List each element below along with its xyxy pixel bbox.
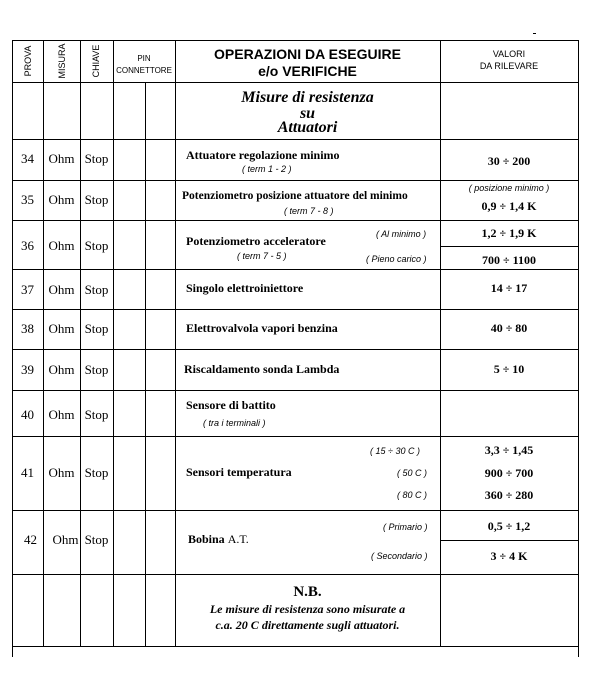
col-line (80, 40, 81, 646)
cell-terminali: ( term 7 - 5 ) (237, 251, 287, 261)
cell-valore: 3,3 ÷ 1,45 (484, 443, 534, 457)
section-title-line3: Attuatori (277, 119, 338, 136)
col-line (12, 40, 13, 657)
cell-valore: 5 ÷ 10 (493, 362, 525, 376)
row-line (12, 646, 579, 647)
cell-condizione: ( 15 ÷ 30 C ) (370, 446, 420, 456)
cell-chiave: Stop (84, 192, 109, 207)
section-title-line1: Misure di resistenza (241, 89, 374, 106)
header-connettore: CONNETTORE (116, 66, 172, 75)
cell-valore: 14 ÷ 17 (490, 281, 528, 295)
cell-chiave: Stop (84, 532, 109, 547)
note-line2: c.a. 20 C direttamente sugli attuatori. (215, 618, 400, 632)
cell-valore: 30 ÷ 200 (487, 154, 531, 168)
header-misura: MISURA (57, 43, 67, 79)
cell-terminali: ( term 7 - 8 ) (284, 206, 334, 216)
cell-misura: Ohm (48, 282, 75, 297)
cell-value-note: ( posizione minimo ) (468, 183, 550, 193)
cell-misura: Ohm (52, 532, 79, 547)
header-pin: PIN (137, 54, 151, 63)
cell-terminali: ( tra i terminali ) (203, 418, 266, 428)
value-split-line (440, 540, 579, 541)
row-line (12, 180, 579, 181)
cell-operazione: Sensore di battito (186, 398, 276, 412)
cell-valore: 0,9 ÷ 1,4 K (481, 199, 537, 213)
cell-chiave: Stop (84, 407, 109, 422)
cell-chiave: Stop (84, 151, 109, 166)
cell-condizione: ( Secondario ) (371, 551, 428, 561)
cell-operazione-label: Bobina (188, 532, 225, 546)
col-line (43, 40, 44, 646)
header-verifiche: e/o VERIFICHE (258, 63, 357, 79)
cell-misura: Ohm (48, 238, 75, 253)
cell-prova: 34 (21, 151, 34, 166)
row-line (12, 390, 579, 391)
cell-misura: Ohm (48, 465, 75, 480)
row-line (12, 269, 579, 270)
cell-misura: Ohm (48, 321, 75, 336)
cell-operazione: Attuatore regolazione minimo (186, 148, 340, 162)
cell-operazione: Potenziometro posizione attuatore del minimo (182, 190, 408, 202)
cell-operazione: Singolo elettroiniettore (186, 281, 304, 295)
cell-operazione: Riscaldamento sonda Lambda (184, 362, 340, 376)
cell-valore: 0,5 ÷ 1,2 (487, 519, 531, 533)
cell-valore: 700 ÷ 1100 (482, 253, 536, 267)
cell-chiave: Stop (84, 238, 109, 253)
cell-prova: 35 (21, 192, 34, 207)
row-line (12, 349, 579, 350)
cell-misura: Ohm (48, 192, 75, 207)
cell-prova: 36 (21, 238, 34, 253)
header-chiave: CHIAVE (91, 44, 101, 78)
cell-prova: 39 (21, 362, 34, 377)
row-line (12, 436, 579, 437)
cell-condizione: ( Al minimo ) (376, 229, 427, 239)
cell-prova: 40 (21, 407, 34, 422)
cell-chiave: Stop (84, 321, 109, 336)
cell-misura: Ohm (48, 407, 75, 422)
table-border-right (578, 40, 579, 657)
row-line (12, 309, 579, 310)
cell-chiave: Stop (84, 282, 109, 297)
col-line (145, 82, 146, 646)
note-line1: Le misure di resistenza sono misurate a (209, 602, 406, 616)
cell-valore: 900 ÷ 700 (484, 466, 534, 480)
cell-chiave: Stop (84, 362, 109, 377)
header-operazioni: OPERAZIONI DA ESEGUIRE (214, 46, 401, 62)
cell-prova: 38 (21, 321, 34, 336)
col-line (113, 40, 114, 646)
cell-valore: 1,2 ÷ 1,9 K (481, 226, 537, 240)
note-title: N.B. (293, 584, 322, 600)
cell-condizione: ( 50 C ) (397, 468, 428, 478)
header-valori: VALORI (492, 49, 526, 59)
section-title-line2: su (299, 105, 316, 122)
row-line (12, 510, 579, 511)
value-split-line (440, 246, 579, 247)
cell-prova: 37 (21, 282, 34, 297)
cell-prova: 41 (21, 465, 34, 480)
header-prova: PROVA (23, 45, 33, 77)
row-line (12, 139, 579, 140)
cell-valore: 3 ÷ 4 K (490, 549, 528, 563)
cell-prova: 42 (24, 532, 37, 547)
cell-condizione: ( Primario ) (383, 522, 428, 532)
cell-valore: 360 ÷ 280 (484, 488, 534, 502)
cell-operazione-suffix: A.T. (227, 532, 249, 546)
row-line (12, 574, 579, 575)
cell-misura: Ohm (48, 362, 75, 377)
cell-terminali: ( term 1 - 2 ) (242, 164, 292, 174)
cell-chiave: Stop (84, 465, 109, 480)
cell-misura: Ohm (48, 151, 75, 166)
cell-operazione: Potenziometro acceleratore (186, 234, 326, 248)
cell-operazione: Elettrovalvola vapori benzina (186, 321, 338, 335)
cell-operazione (188, 532, 249, 547)
header-da-rilevare: DA RILEVARE (479, 61, 539, 71)
cell-valore: 40 ÷ 80 (490, 321, 528, 335)
corner-mark (533, 33, 536, 34)
cell-condizione: ( 80 C ) (397, 490, 428, 500)
cell-operazione: Sensori temperatura (186, 465, 292, 479)
row-line (12, 220, 579, 221)
cell-condizione: ( Pieno carico ) (366, 254, 427, 264)
